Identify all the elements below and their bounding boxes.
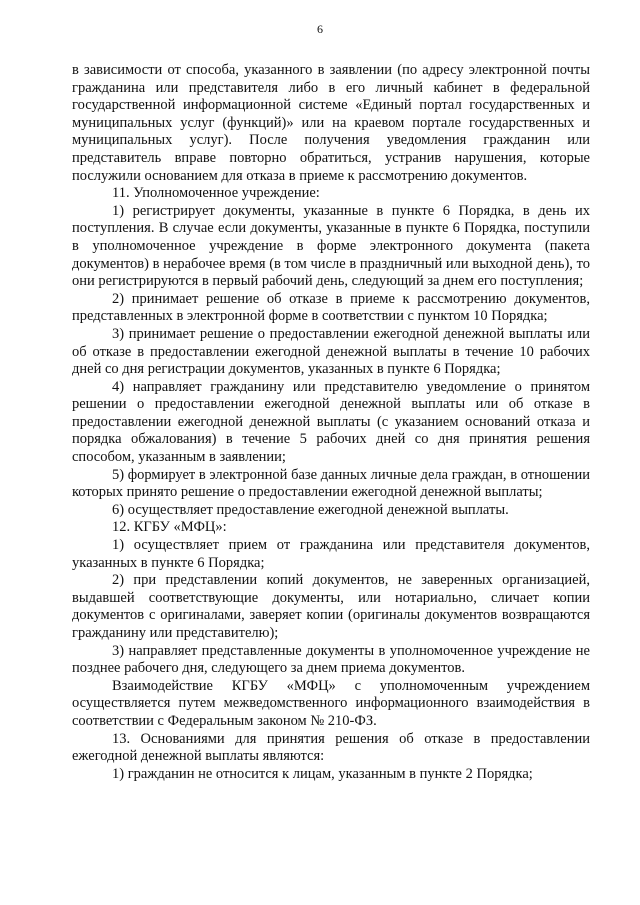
section-11-item-1: 1) регистрирует документы, указанные в пункте 6 Порядка, в день их поступления. В случае если документы, указанные в пункте 6 Порядка, поступили в уполномоченное учреждение в форме электронного документа (пакета документов) в нерабочее время (в том числе в праздничный или выходной день), то они регистрируются в первый рабочий день, следующий за днем его поступления; — [72, 202, 590, 290]
paragraph-continuation: в зависимости от способа, указанного в заявлении (по адресу электронной почты гражданина или представителя либо в его личный кабинет в федеральной государственной информационной системе «Единый портал государственных и муниципальных услуг (функций)» или на краевом портале государственных и муниципальных услуг). После получения уведомления гражданин или представитель вправе повторно обратиться, устранив нарушения, которые послужили основанием для отказа в приеме к рассмотрению документов. — [72, 62, 590, 184]
interaction-paragraph: Взаимодействие КГБУ «МФЦ» с уполномоченным учреждением осуществляется путем межведомственного информационного взаимодействия в соответствии с Федеральным законом № 210-ФЗ. — [72, 677, 590, 729]
section-11-item-6: 6) осуществляет предоставление ежегодной денежной выплаты. — [112, 501, 509, 518]
section-11-heading: 11. Уполномоченное учреждение: — [112, 185, 320, 202]
section-12-item-1: 1) осуществляет прием от гражданина или представителя документов, указанных в пункте 6 Порядка; — [72, 537, 590, 571]
document-body — [72, 62, 590, 783]
section-11-item-3: 3) принимает решение о предоставлении ежегодной денежной выплаты или об отказе в предоставлении ежегодной денежной выплаты в течение 10 рабочих дней со дня регистрации документов, указанных в пункте 6 Порядка; — [72, 325, 590, 378]
section-12-heading: 12. КГБУ «МФЦ»: — [112, 519, 227, 536]
page-number: 6 — [317, 22, 323, 36]
section-11-item-4: 4) направляет гражданину или представителю уведомление о принятом решении о предоставлении ежегодной денежной выплаты или об отказе в предоставлении ежегодной денежной выплаты (с указанием оснований отказа и порядка обжалования) в течение 5 рабочих дней со дня принятия решения способом, указанным в заявлении; — [72, 378, 590, 466]
section-11-item-2: 2) принимает решение об отказе в приеме к рассмотрению документов, представленных в электронной форме в соответствии с пунктом 10 Порядка; — [72, 290, 590, 325]
section-12-item-2: 2) при представлении копий документов, не заверенных организацией, выдавшей соответствующие документы, или нотариально, сличает копии документов с оригиналами, заверяет копии (оригиналы документов возвращаются гражданину или представителю); — [72, 572, 590, 641]
section-13-item-1: 1) гражданин не относится к лицам, указанным в пункте 2 Порядка; — [112, 765, 533, 782]
section-11-item-5: 5) формирует в электронной базе данных личные дела граждан, в отношении которых принято решение о предоставлении ежегодной денежной выплаты; — [72, 466, 590, 501]
section-12-item-3: 3) направляет представленные документы в уполномоченное учреждение не позднее рабочего дня, следующего за днем приема документов. — [72, 642, 590, 677]
section-13-heading: 13. Основаниями для принятия решения об отказе в предоставлении ежегодной денежной выплаты являются: — [72, 730, 590, 765]
